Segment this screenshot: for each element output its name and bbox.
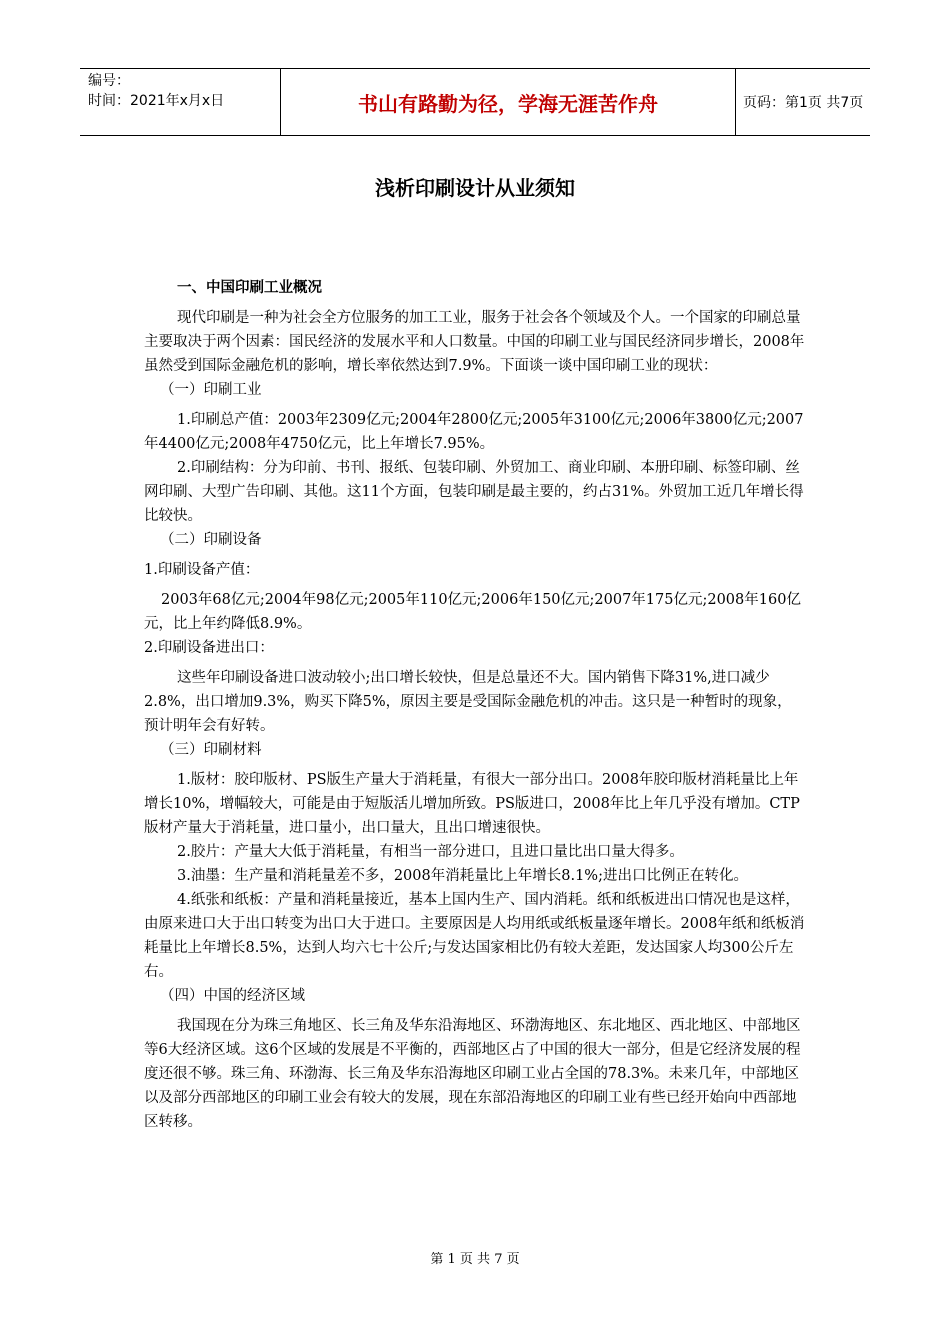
subsection-heading: （三）印刷材料: [160, 742, 262, 758]
paragraph-intro: 现代印刷是一种为社会全方位服务的加工工业，服务于社会各个领域及个人。一个国家的印刷总量主要取决于两个因素：国民经济的发展水平和人口数量。中国的印刷工业与国民经济同步增长，2008年虽然受到国际金融危机的影响，增长率依然达到7.9%。下面谈一谈中国印刷工业的现状：: [144, 310, 805, 374]
paragraph: 1.版材：胶印版材、PS版生产量大于消耗量，有很大一部分出口。2008年胶印版材消耗量比上年增长10%，增幅较大，可能是由于短版活儿增加所致。PS版进口，2008年比上年几乎没有增加。CTP版材产量大于消耗量，进口量小，出口量大，且出口增速很快。: [144, 772, 800, 836]
paragraph-label: 1.印刷设备产值：: [144, 562, 260, 578]
paragraph: 我国现在分为珠三角地区、长三角及华东沿海地区、环渤海地区、东北地区、西北地区、中部地区等6大经济区域。这6个区域的发展是不平衡的，西部地区占了中国的很大一部分，但是它经济发展的程度还很不够。珠三角、环渤海、长三角及华东沿海地区印刷工业占全国的78.3%。未来几年，中部地区以及部分西部地区的印刷工业会有较大的发展，现在东部沿海地区的印刷工业有些已经开始向中西部地区转移。: [144, 1018, 801, 1130]
page-footer: 第 1 页 共 7 页: [430, 1252, 520, 1267]
paragraph: 2.印刷结构：分为印前、书刊、报纸、包装印刷、外贸加工、商业印刷、本册印刷、标签印刷、丝网印刷、大型广告印刷、其他。这11个方面，包装印刷是最主要的，约占31%。外贸加工近几年增长得比较快。: [144, 460, 804, 524]
subsection-heading: （一）印刷工业: [160, 382, 262, 398]
header-page-info: 页码：第1页 共7页: [743, 95, 864, 111]
paragraph-label: 2.印刷设备进出口：: [144, 640, 274, 656]
document-title: 浅析印刷设计从业须知: [375, 176, 575, 200]
paragraph: 2003年68亿元;2004年98亿元;2005年110亿元;2006年150亿元;2007年175亿元;2008年160亿元，比上年约降低8.9%。: [144, 592, 801, 632]
section-heading: 一、中国印刷工业概况: [177, 280, 322, 296]
document-body: [144, 276, 806, 1134]
page-header: [80, 68, 870, 136]
document-number-label: 编号：: [88, 73, 130, 89]
subsection-heading: （二）印刷设备: [160, 532, 262, 548]
paragraph: 这些年印刷设备进口波动较小;出口增长较快，但是总量还不大。国内销售下降31%,进口减少2.8%，出口增加9.3%，购买下降5%，原因主要是受国际金融危机的冲击。这只是一种暂时的现象，预计明年会有好转。: [144, 670, 792, 734]
paragraph: 3.油墨：生产量和消耗量差不多，2008年消耗量比上年增长8.1%;进出口比例正在转化。: [177, 868, 748, 884]
document-time-label: 时间：2021年x月x日: [88, 93, 225, 109]
header-meta: [80, 69, 280, 135]
header-motto: 书山有路勤为径，学海无涯苦作舟: [280, 69, 736, 135]
paragraph: 1.印刷总产值：2003年2309亿元;2004年2800亿元;2005年3100亿元;2006年3800亿元;2007年4400亿元;2008年4750亿元，比上年增长7.95%。: [144, 412, 804, 452]
paragraph: 4.纸张和纸板：产量和消耗量接近，基本上国内生产、国内消耗。纸和纸板进出口情况也是这样，由原来进口大于出口转变为出口大于进口。主要原因是人均用纸或纸板量逐年增长。2008年纸和纸板消耗量比上年增长8.5%，达到人均六七十公斤;与发达国家相比仍有较大差距，发达国家人均300公斤左右。: [144, 892, 805, 980]
paragraph: 2.胶片：产量大大低于消耗量，有相当一部分进口，且进口量比出口量大得多。: [177, 844, 684, 860]
subsection-heading: （四）中国的经济区域: [160, 988, 305, 1004]
